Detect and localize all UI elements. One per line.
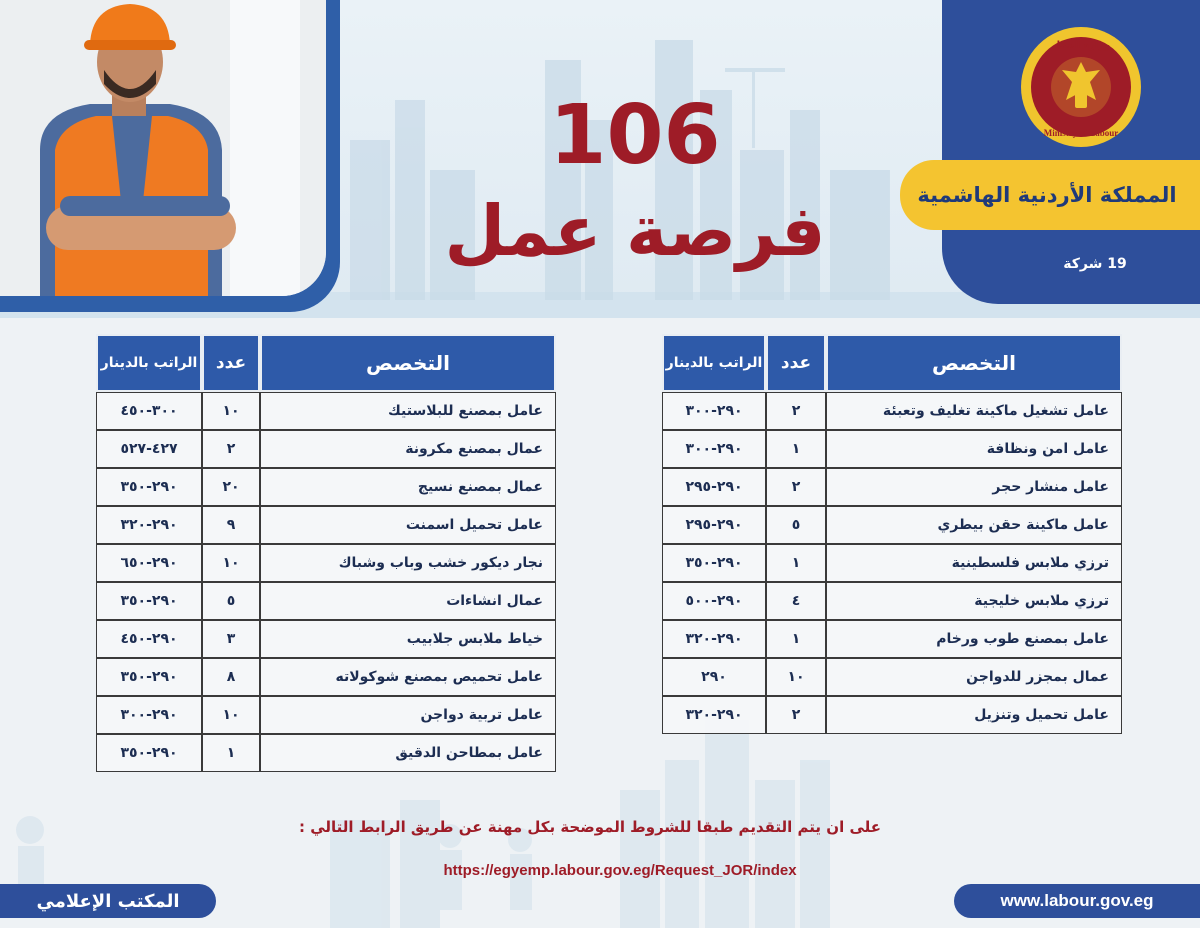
table-row [662, 696, 1122, 734]
table-row [96, 620, 556, 658]
specialty-cell: عامل تحميل وتنزيل [826, 696, 1122, 734]
specialty-cell: ترزي ملابس فلسطينية [826, 544, 1122, 582]
table-row [662, 658, 1122, 696]
table-row [96, 544, 556, 582]
count-cell: ٢٠ [202, 468, 260, 506]
specialty-cell: عامل بمصنع للبلاستيك [260, 392, 556, 430]
media-office-label: المكتب الإعلامي [36, 890, 180, 912]
companies-count: 19 شركة [1063, 256, 1127, 272]
photo-frame [0, 0, 340, 312]
count-cell: ١ [766, 620, 826, 658]
salary-cell: ٢٩٠-٣٠٠ [96, 696, 202, 734]
salary-cell: ٢٩٠-٣٥٠ [96, 658, 202, 696]
header-specialty: التخصص [826, 334, 1122, 392]
salary-cell: ٣٠٠-٤٥٠ [96, 392, 202, 430]
salary-cell: ٢٩٠-٣٥٠ [96, 468, 202, 506]
jobs-table-left [96, 334, 556, 772]
kingdom-name: المملكة الأردنية الهاشمية [917, 183, 1177, 207]
kingdom-banner [900, 160, 1200, 230]
specialty-cell: عامل تحميص بمصنع شوكولاته [260, 658, 556, 696]
table-row [662, 506, 1122, 544]
table-row [96, 658, 556, 696]
count-cell: ١ [766, 544, 826, 582]
table-row [96, 468, 556, 506]
count-cell: ١٠ [202, 544, 260, 582]
table-row [96, 734, 556, 772]
table-row [662, 468, 1122, 506]
count-cell: ١ [766, 430, 826, 468]
table-row [96, 430, 556, 468]
job-opportunities-label: فرصة عمل [444, 190, 826, 272]
worker-photo [0, 0, 326, 296]
count-cell: ٢ [202, 430, 260, 468]
salary-cell: ٢٩٠ [662, 658, 766, 696]
svg-text:Ministry of Labour: Ministry of Labour [1043, 128, 1119, 138]
count-cell: ٨ [202, 658, 260, 696]
count-cell: ٥ [766, 506, 826, 544]
salary-cell: ٢٩٠-٦٥٠ [96, 544, 202, 582]
specialty-cell: خياط ملابس جلابيب [260, 620, 556, 658]
salary-cell: ٢٩٠-٣٠٠ [662, 392, 766, 430]
header-specialty: التخصص [260, 334, 556, 392]
count-cell: ١ [202, 734, 260, 772]
table-row [96, 696, 556, 734]
count-cell: ٥ [202, 582, 260, 620]
job-opportunities-count: 106 [549, 88, 721, 183]
salary-cell: ٢٩٠-٣٥٠ [96, 734, 202, 772]
specialty-cell: عمال بمصنع نسيج [260, 468, 556, 506]
media-office-badge [0, 884, 216, 918]
count-cell: ٢ [766, 468, 826, 506]
salary-cell: ٢٩٠-٥٠٠ [662, 582, 766, 620]
application-link[interactable]: https://egyemp.labour.gov.eg/Request_JOR/index [443, 862, 797, 879]
count-cell: ١٠ [766, 658, 826, 696]
header-count: عدد [766, 334, 826, 392]
count-cell: ١٠ [202, 696, 260, 734]
count-cell: ٣ [202, 620, 260, 658]
header-salary: الراتب بالدينار [96, 334, 202, 392]
table-row [662, 620, 1122, 658]
jobs-table-right [662, 334, 1122, 734]
website-label[interactable]: www.labour.gov.eg [1000, 891, 1154, 910]
salary-cell: ٢٩٠-٣٢٠ [96, 506, 202, 544]
count-cell: ٢ [766, 696, 826, 734]
salary-cell: ٢٩٠-٢٩٥ [662, 506, 766, 544]
count-cell: ١٠ [202, 392, 260, 430]
salary-cell: ٢٩٠-٤٥٠ [96, 620, 202, 658]
website-badge[interactable] [954, 884, 1200, 918]
specialty-cell: عامل بمصنع طوب ورخام [826, 620, 1122, 658]
specialty-cell: عامل ماكينة حقن بيطري [826, 506, 1122, 544]
ministry-of-labour-logo [1020, 26, 1142, 148]
table-row [662, 392, 1122, 430]
specialty-cell: عمال انشاءات [260, 582, 556, 620]
specialty-cell: عامل بمطاحن الدقيق [260, 734, 556, 772]
application-instructions: على ان يتم التقديم طبقا للشروط الموضحة بكل مهنة عن طريق الرابط التالي : [298, 818, 881, 836]
svg-text:وزارة العمل: وزارة العمل [1051, 40, 1111, 51]
specialty-cell: عمال بمصنع مكرونة [260, 430, 556, 468]
table-row [662, 430, 1122, 468]
salary-cell: ٢٩٠-٢٩٥ [662, 468, 766, 506]
salary-cell: ٢٩٠-٣٢٠ [662, 620, 766, 658]
specialty-cell: عامل منشار حجر [826, 468, 1122, 506]
specialty-cell: عامل تشغيل ماكينة تغليف وتعبئة [826, 392, 1122, 430]
count-cell: ٤ [766, 582, 826, 620]
specialty-cell: ترزي ملابس خليجية [826, 582, 1122, 620]
header-count: عدد [202, 334, 260, 392]
salary-cell: ٢٩٠-٣٠٠ [662, 430, 766, 468]
specialty-cell: عامل تحميل اسمنت [260, 506, 556, 544]
specialty-cell: نجار ديكور خشب وباب وشباك [260, 544, 556, 582]
count-cell: ٩ [202, 506, 260, 544]
salary-cell: ٢٩٠-٣٥٠ [662, 544, 766, 582]
count-cell: ٢ [766, 392, 826, 430]
header-salary: الراتب بالدينار [662, 334, 766, 392]
specialty-cell: عمال بمجزر للدواجن [826, 658, 1122, 696]
salary-cell: ٤٢٧-٥٢٧ [96, 430, 202, 468]
salary-cell: ٢٩٠-٣٢٠ [662, 696, 766, 734]
table-row [96, 582, 556, 620]
table-row [96, 392, 556, 430]
salary-cell: ٢٩٠-٣٥٠ [96, 582, 202, 620]
table-row [662, 544, 1122, 582]
specialty-cell: عامل امن ونظافة [826, 430, 1122, 468]
table-row [96, 506, 556, 544]
specialty-cell: عامل تربية دواجن [260, 696, 556, 734]
table-row [662, 582, 1122, 620]
worker-illustration [0, 0, 326, 296]
